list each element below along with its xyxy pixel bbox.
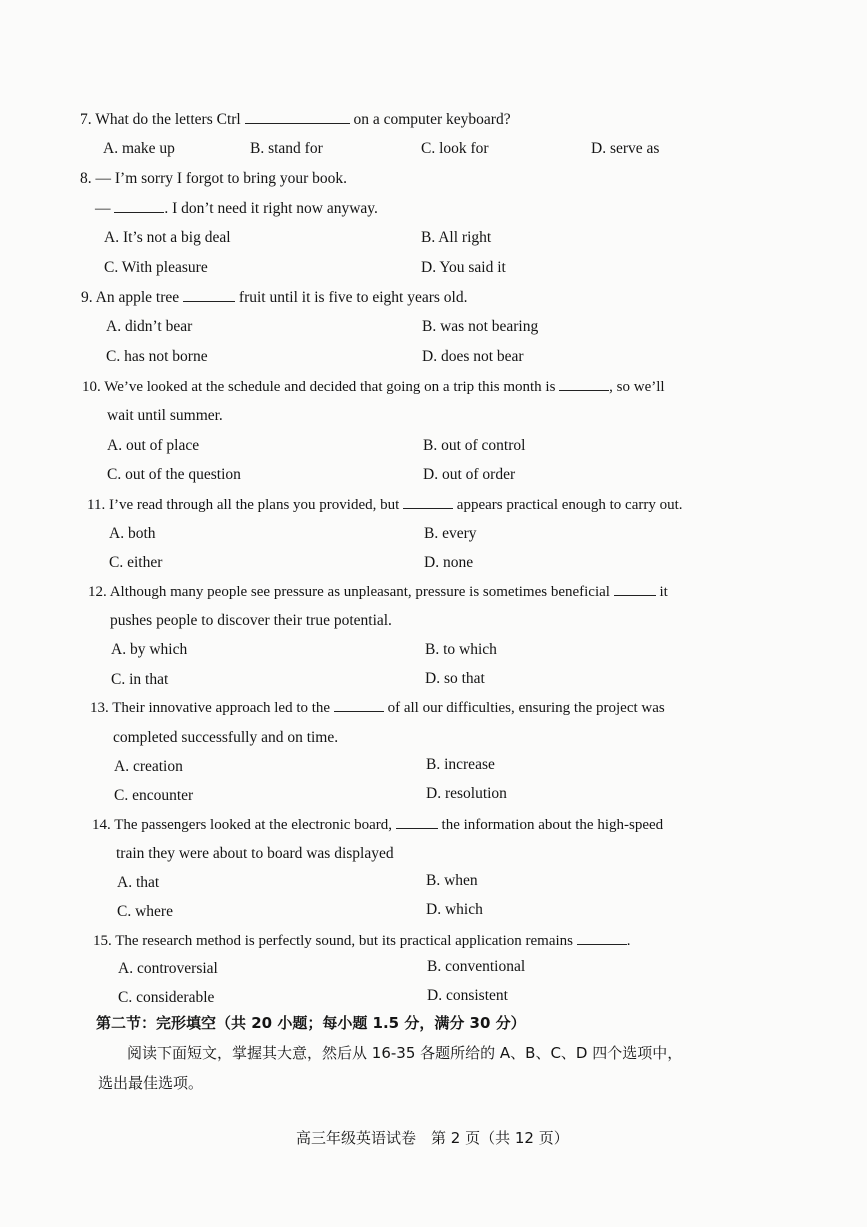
question-text: appears practical enough to carry out. <box>453 497 683 513</box>
option-a: A. out of place <box>107 437 200 454</box>
question-11 <box>87 494 683 515</box>
question-13 <box>90 697 665 718</box>
question-text: Although many people see pressure as unpleasant, pressure is sometimes beneficial <box>109 584 614 600</box>
answer-blank <box>396 814 438 829</box>
question-13-cont: completed successfully and on time. <box>113 729 339 746</box>
question-text: The research method is perfectly sound, but its practical application remains <box>115 933 577 949</box>
option-c: C. where <box>117 903 173 920</box>
question-text: We’ve looked at the schedule and decided that going on a trip this month is <box>104 379 560 395</box>
answer-blank <box>403 494 453 509</box>
question-10-cont: wait until summer. <box>107 407 223 424</box>
answer-blank <box>577 930 627 945</box>
option-a: A. didn’t bear <box>106 318 193 335</box>
question-text: , so we’ll <box>609 379 665 395</box>
answer-blank <box>614 581 656 596</box>
option-b: B. every <box>424 525 477 542</box>
question-number: 7. <box>80 111 92 128</box>
question-8 <box>80 169 347 189</box>
question-number: 9. <box>81 289 93 306</box>
question-text: the information about the high-speed <box>437 817 664 833</box>
option-a: A. creation <box>114 758 183 775</box>
option-a: A. both <box>109 525 156 542</box>
reply-dash: — <box>95 200 115 217</box>
question-10 <box>82 376 665 397</box>
question-number: 13. <box>90 700 109 716</box>
question-text: of all our difficulties, ensuring the project was <box>383 700 665 716</box>
option-d: D. out of order <box>423 466 516 483</box>
option-d: D. serve as <box>591 140 660 157</box>
section-instructions: 阅读下面短文，掌握其大意，然后从 16-35 各题所给的 A、B、C、D 四个选项中， <box>127 1044 683 1062</box>
option-d: D. which <box>426 901 483 918</box>
answer-blank <box>245 109 350 124</box>
question-number: 8. <box>80 170 92 187</box>
question-text: fruit until it is five to eight years old. <box>235 289 468 306</box>
question-12 <box>88 581 668 602</box>
section-instructions-cont: 选出最佳选项。 <box>98 1074 204 1092</box>
question-7 <box>80 109 511 130</box>
question-number: 11. <box>87 497 106 513</box>
question-number: 15. <box>93 933 112 949</box>
option-d: D. does not bear <box>422 348 524 365</box>
question-14 <box>92 814 663 835</box>
option-a: A. make up <box>103 140 175 157</box>
option-c: C. With pleasure <box>104 259 208 276</box>
option-b: B. All right <box>421 229 492 246</box>
option-c: C. either <box>109 554 163 571</box>
answer-blank <box>114 198 164 213</box>
question-number: 12. <box>88 584 107 600</box>
question-text: Their innovative approach led to the <box>112 700 334 716</box>
option-c: C. has not borne <box>106 348 208 365</box>
option-b: B. stand for <box>250 140 323 157</box>
option-b: B. increase <box>426 756 495 773</box>
option-a: A. that <box>117 874 160 891</box>
question-number: 14. <box>92 817 111 833</box>
question-15 <box>93 930 631 951</box>
question-text: The passengers looked at the electronic board, <box>114 817 396 833</box>
option-d: D. consistent <box>427 987 508 1004</box>
question-text: What do the letters Ctrl <box>95 111 245 128</box>
section-heading: 第二节：完形填空（共 20 小题；每小题 1.5 分，满分 30 分） <box>96 1014 526 1032</box>
option-a: A. It’s not a big deal <box>104 229 231 246</box>
question-text: it <box>655 584 668 600</box>
option-d: D. none <box>424 554 474 571</box>
option-c: C. considerable <box>118 989 215 1006</box>
question-text: on a computer keyboard? <box>349 111 511 128</box>
option-b: B. conventional <box>427 958 526 975</box>
option-d: D. You said it <box>421 259 506 276</box>
option-b: B. when <box>426 872 478 889</box>
answer-blank <box>559 376 609 391</box>
question-14-cont: train they were about to board was displayed <box>116 845 394 862</box>
option-c: C. out of the question <box>107 466 241 483</box>
option-b: B. out of control <box>423 437 526 454</box>
question-number: 10. <box>82 379 101 395</box>
question-12-cont: pushes people to discover their true potential. <box>110 612 392 629</box>
option-d: D. so that <box>425 670 485 687</box>
option-c: C. look for <box>421 140 489 157</box>
question-text: . <box>626 933 631 949</box>
option-d: D. resolution <box>426 785 507 802</box>
question-8-reply <box>95 198 378 219</box>
option-c: C. encounter <box>114 787 194 804</box>
answer-blank <box>183 287 235 302</box>
option-c: C. in that <box>111 671 169 688</box>
question-text: I’ve read through all the plans you provided, but <box>108 497 404 513</box>
page-footer: 高三年级英语试卷 第 2 页（共 12 页） <box>296 1129 569 1147</box>
reply-text: . I don’t need it right now anyway. <box>164 200 378 217</box>
question-text: An apple tree <box>95 289 184 306</box>
option-b: B. to which <box>425 641 497 658</box>
option-a: A. by which <box>111 641 188 658</box>
answer-blank <box>334 697 384 712</box>
question-9 <box>81 287 468 308</box>
question-text: — I’m sorry I forgot to bring your book. <box>95 170 348 187</box>
option-a: A. controversial <box>118 960 218 977</box>
option-b: B. was not bearing <box>422 318 539 335</box>
